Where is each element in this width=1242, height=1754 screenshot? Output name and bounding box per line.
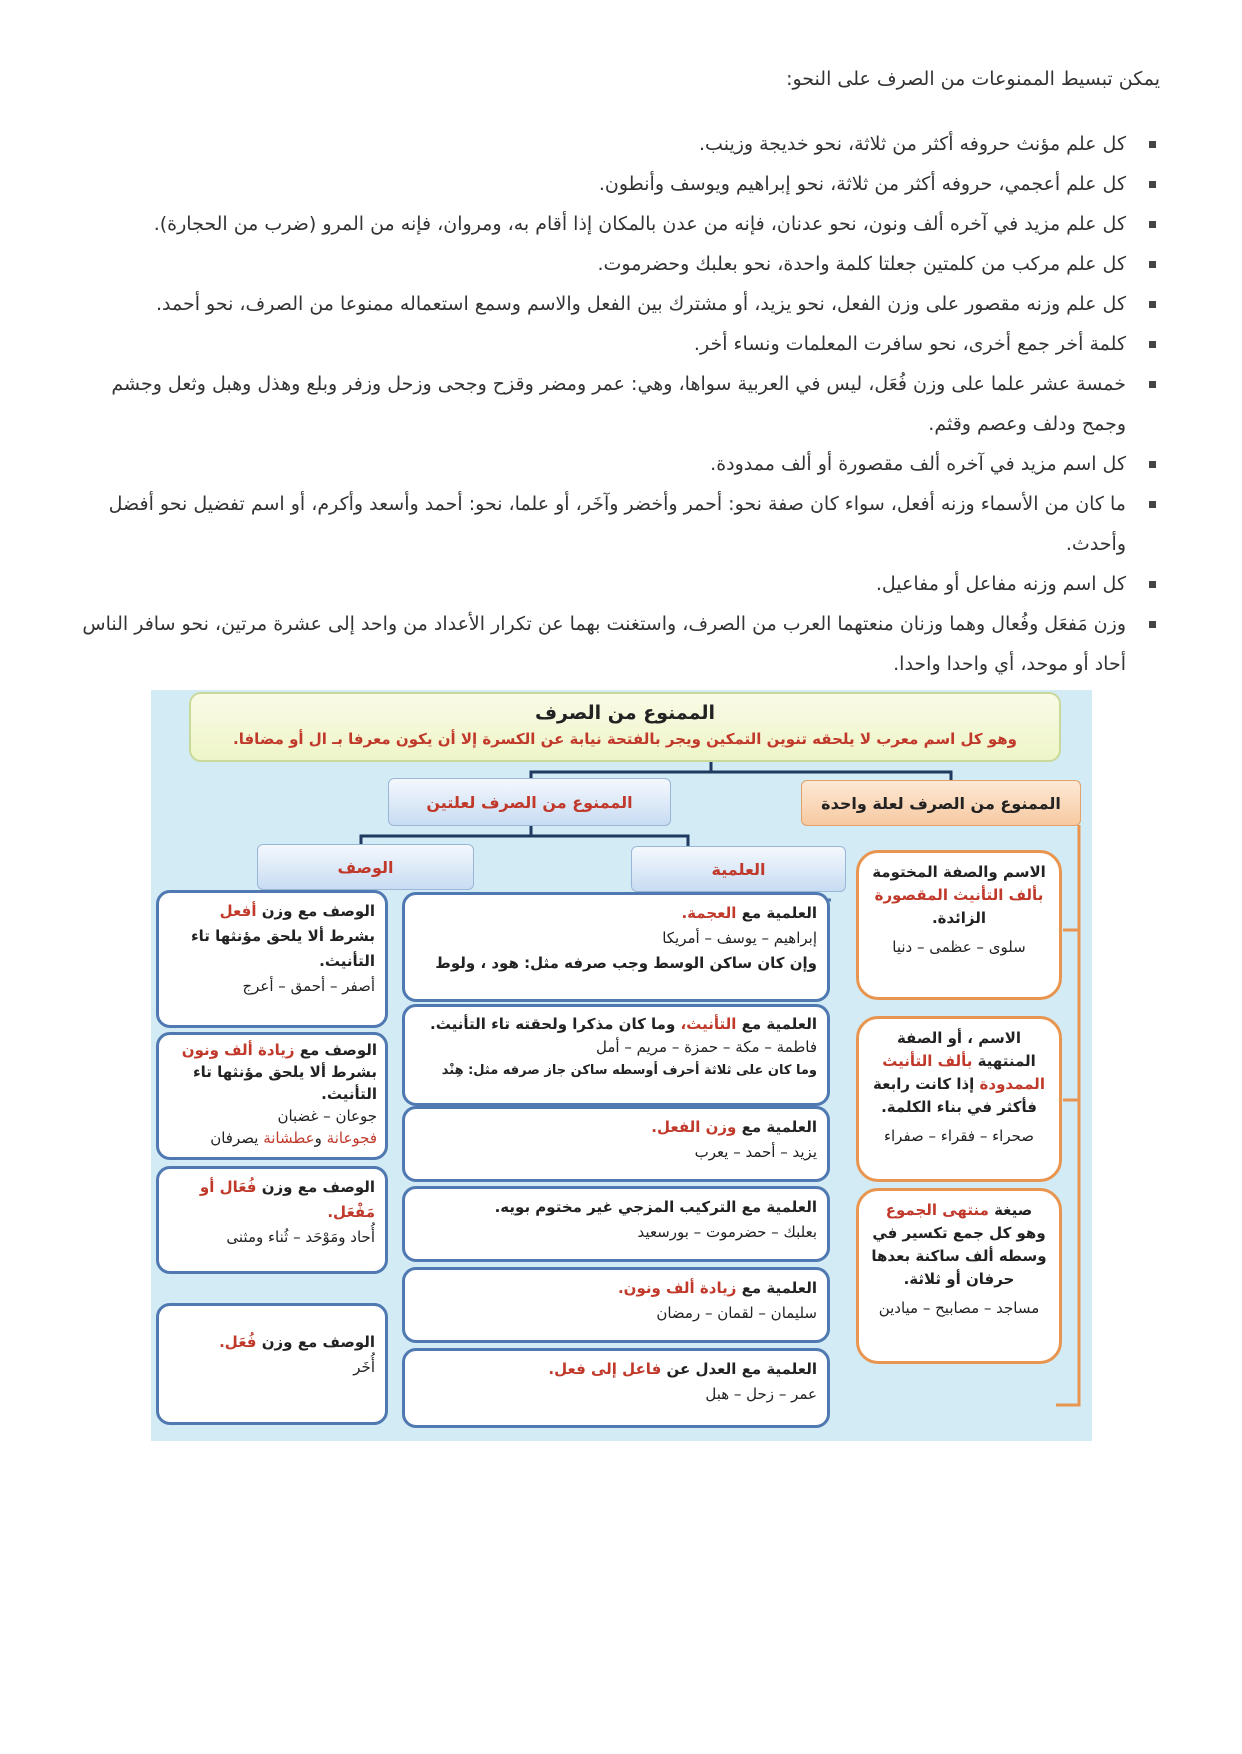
note-word: عطشانة <box>263 1129 315 1147</box>
one-cause-card-mamduda <box>856 1016 1062 1182</box>
card-examples: سليمان – لقمان – رمضان <box>656 1304 817 1322</box>
alamiya-card-ajama <box>402 892 830 1002</box>
card-examples: أُحاد ومَوْحَد – ثُناء ومثنى <box>226 1228 375 1246</box>
card-highlight: التأنيث، <box>680 1015 737 1033</box>
card-highlight: زيادة ألف ونون. <box>617 1279 737 1297</box>
list-item: خمسة عشر علما على وزن فُعَل، ليس في العربية سواها، وهي: عمر ومضر وقزح وجحى وزحل وزفر وبلع وهذل وهبل وثعل وجشم وجمح ودلف وعصم وقثم. <box>80 364 1160 444</box>
one-cause-card-maqsura <box>856 850 1062 1000</box>
card-heading-rest: بشرط ألا يلحق مؤنثها تاء التأنيث. <box>192 1063 377 1103</box>
list-item: كل علم مركب من كلمتين جعلتا كلمة واحدة، نحو بعلبك وحضرموت. <box>80 244 1160 284</box>
diagram-definition: وهو كل اسم معرب لا يلحقه تنوين التمكين ويجر بالفتحة نيابة عن الكسرة إلا أن يكون معرفا بـ ال أو مضافا. <box>233 730 1017 748</box>
card-examples: إبراهيم – يوسف – أمريكا <box>662 929 817 947</box>
card-heading: العلمية مع <box>736 1015 817 1033</box>
card-note: وما كان على ثلاثة أحرف أوسطه ساكن جاز صرفه مثل: هِنْد <box>441 1063 817 1078</box>
card-note <box>167 1127 377 1149</box>
card-heading: الوصف مع وزن <box>256 902 375 920</box>
card-heading-rest: الزائدة. <box>931 909 987 927</box>
card-highlight: فُعَال أو مَفْعَل. <box>199 1178 375 1221</box>
card-highlight: فُعَل. <box>219 1333 257 1351</box>
card-highlight: منتهى الجموع <box>885 1201 989 1219</box>
list-item: كلمة أخر جمع أخرى، نحو سافرت المعلمات ونساء أخر. <box>80 324 1160 364</box>
card-heading-rest: وهو كل جمع تكسير في وسطه ألف ساكنة بعدها حرفان أو ثلاثة. <box>871 1224 1047 1288</box>
card-heading: صيغة <box>988 1201 1033 1219</box>
card-examples: فاطمة – مكة – حمزة – مريم – أمل <box>595 1038 817 1056</box>
card-examples: بعلبك – حضرموت – بورسعيد <box>637 1223 817 1241</box>
list-item: كل اسم وزنه مفاعل أو مفاعيل. <box>80 564 1160 604</box>
card-heading: الاسم ، أو الصفة المنتهية <box>896 1029 1036 1070</box>
card-examples: يزيد – أحمد – يعرب <box>694 1143 817 1161</box>
one-cause-card-muntaha <box>856 1188 1062 1364</box>
card-highlight: فاعل إلى فعل. <box>548 1360 662 1378</box>
card-heading: العلمية مع <box>736 1279 817 1297</box>
card-examples: سلوى – عظمى – دنيا <box>892 938 1026 956</box>
alamiya-card-adl <box>402 1348 830 1428</box>
card-note: وإن كان ساكن الوسط وجب صرفه مثل: هود ، ولوط <box>435 954 817 972</box>
alamiya-card-wazn <box>402 1106 830 1182</box>
card-examples: أُخَر <box>353 1358 375 1376</box>
card-heading: العلمية مع العدل عن <box>661 1360 817 1378</box>
card-highlight: بألف التأنيث الممدودة <box>882 1052 1045 1093</box>
card-examples: صحراء – فقراء – صفراء <box>883 1127 1035 1145</box>
card-heading-rest: وما كان مذكرا ولحقته تاء التأنيث. <box>430 1015 681 1033</box>
rules-list <box>80 124 1160 684</box>
card-heading-rest: إذا كانت رابعة فأكثر في بناء الكلمة. <box>873 1075 1037 1116</box>
diagram-title: الممنوع من الصرف <box>534 702 716 724</box>
diagram-title-box <box>189 692 1061 762</box>
note-word: فجوعانة <box>326 1129 377 1147</box>
list-item: كل علم وزنه مقصور على وزن الفعل، نحو يزيد، أو مشترك بين الفعل والاسم وسمع استعماله ممنوعا من الصرف، نحو أحمد. <box>80 284 1160 324</box>
card-examples: جوعان – غضبان <box>277 1107 377 1125</box>
card-heading: العلمية مع التركيب المزجي غير مختوم بويه. <box>494 1198 817 1216</box>
alamiya-card-taneeth <box>402 1004 830 1106</box>
wasf-header: الوصف <box>257 844 474 890</box>
card-highlight: العجمة. <box>681 904 737 922</box>
list-item: وزن مَفعَل وفُعال وهما وزنان منعتهما العرب من الصرف، واستغنت بهما عن تكرار الأعداد من واحد إلى عشرة مرتين، نحو سافر الناس أحاد أو موحد، أي واحدا واحدا. <box>80 604 1160 684</box>
alamiya-header: العلمية <box>631 846 846 892</box>
list-item: كل اسم مزيد في آخره ألف مقصورة أو ألف ممدودة. <box>80 444 1160 484</box>
alamiya-card-tarkib <box>402 1186 830 1262</box>
card-heading: الوصف مع وزن <box>256 1333 375 1351</box>
one-cause-header: الممنوع من الصرف لعلة واحدة <box>801 780 1081 826</box>
two-causes-header: الممنوع من الصرف لعلتين <box>388 778 671 826</box>
wasf-card-afal <box>156 890 388 1028</box>
list-item: ما كان من الأسماء وزنه أفعل، سواء كان صفة نحو: أحمر وأخضر وآخَر، أو علما، نحو: أحمد وأسعد وأكرم، أو اسم تفضيل نحو أفضل وأحدث. <box>80 484 1160 564</box>
mamnu-diagram <box>151 690 1092 1441</box>
card-highlight: وزن الفعل. <box>651 1118 737 1136</box>
list-item: كل علم أعجمي، حروفه أكثر من ثلاثة، نحو إبراهيم ويوسف وأنطون. <box>80 164 1160 204</box>
alamiya-card-alif-nun <box>402 1267 830 1343</box>
note-rest: يصرفان <box>210 1129 264 1147</box>
card-heading: الوصف مع <box>294 1041 377 1059</box>
note-joiner: و <box>314 1129 327 1147</box>
list-item: كل علم مزيد في آخره ألف ونون، نحو عدنان، فإنه من عدن بالمكان إذا أقام به، ومروان، فإنه من المرو (ضرب من الحجارة). <box>80 204 1160 244</box>
card-heading: الوصف مع وزن <box>256 1178 375 1196</box>
list-item: كل علم مؤنث حروفه أكثر من ثلاثة، نحو خديجة وزينب. <box>80 124 1160 164</box>
card-examples: مساجد – مصابيح – ميادين <box>878 1299 1040 1317</box>
card-highlight: أفعل <box>219 902 257 920</box>
intro-text: يمكن تبسيط الممنوعات من الصرف على النحو: <box>786 68 1160 90</box>
card-examples: عمر – زحل – هبل <box>705 1385 817 1403</box>
card-highlight: زيادة ألف ونون <box>181 1041 295 1059</box>
wasf-card-alif-nun <box>156 1032 388 1160</box>
card-heading-rest: بشرط ألا يلحق مؤنثها تاء التأنيث. <box>190 927 375 970</box>
card-examples: أصفر – أحمق – أعرج <box>242 977 375 995</box>
card-heading: العلمية مع <box>736 904 817 922</box>
card-heading: الاسم والصفة المختومة <box>872 863 1046 881</box>
card-highlight: بألف التأنيث المقصورة <box>874 886 1044 904</box>
card-heading: العلمية مع <box>736 1118 817 1136</box>
wasf-card-fual <box>156 1166 388 1274</box>
wasf-card-fuel <box>156 1303 388 1425</box>
